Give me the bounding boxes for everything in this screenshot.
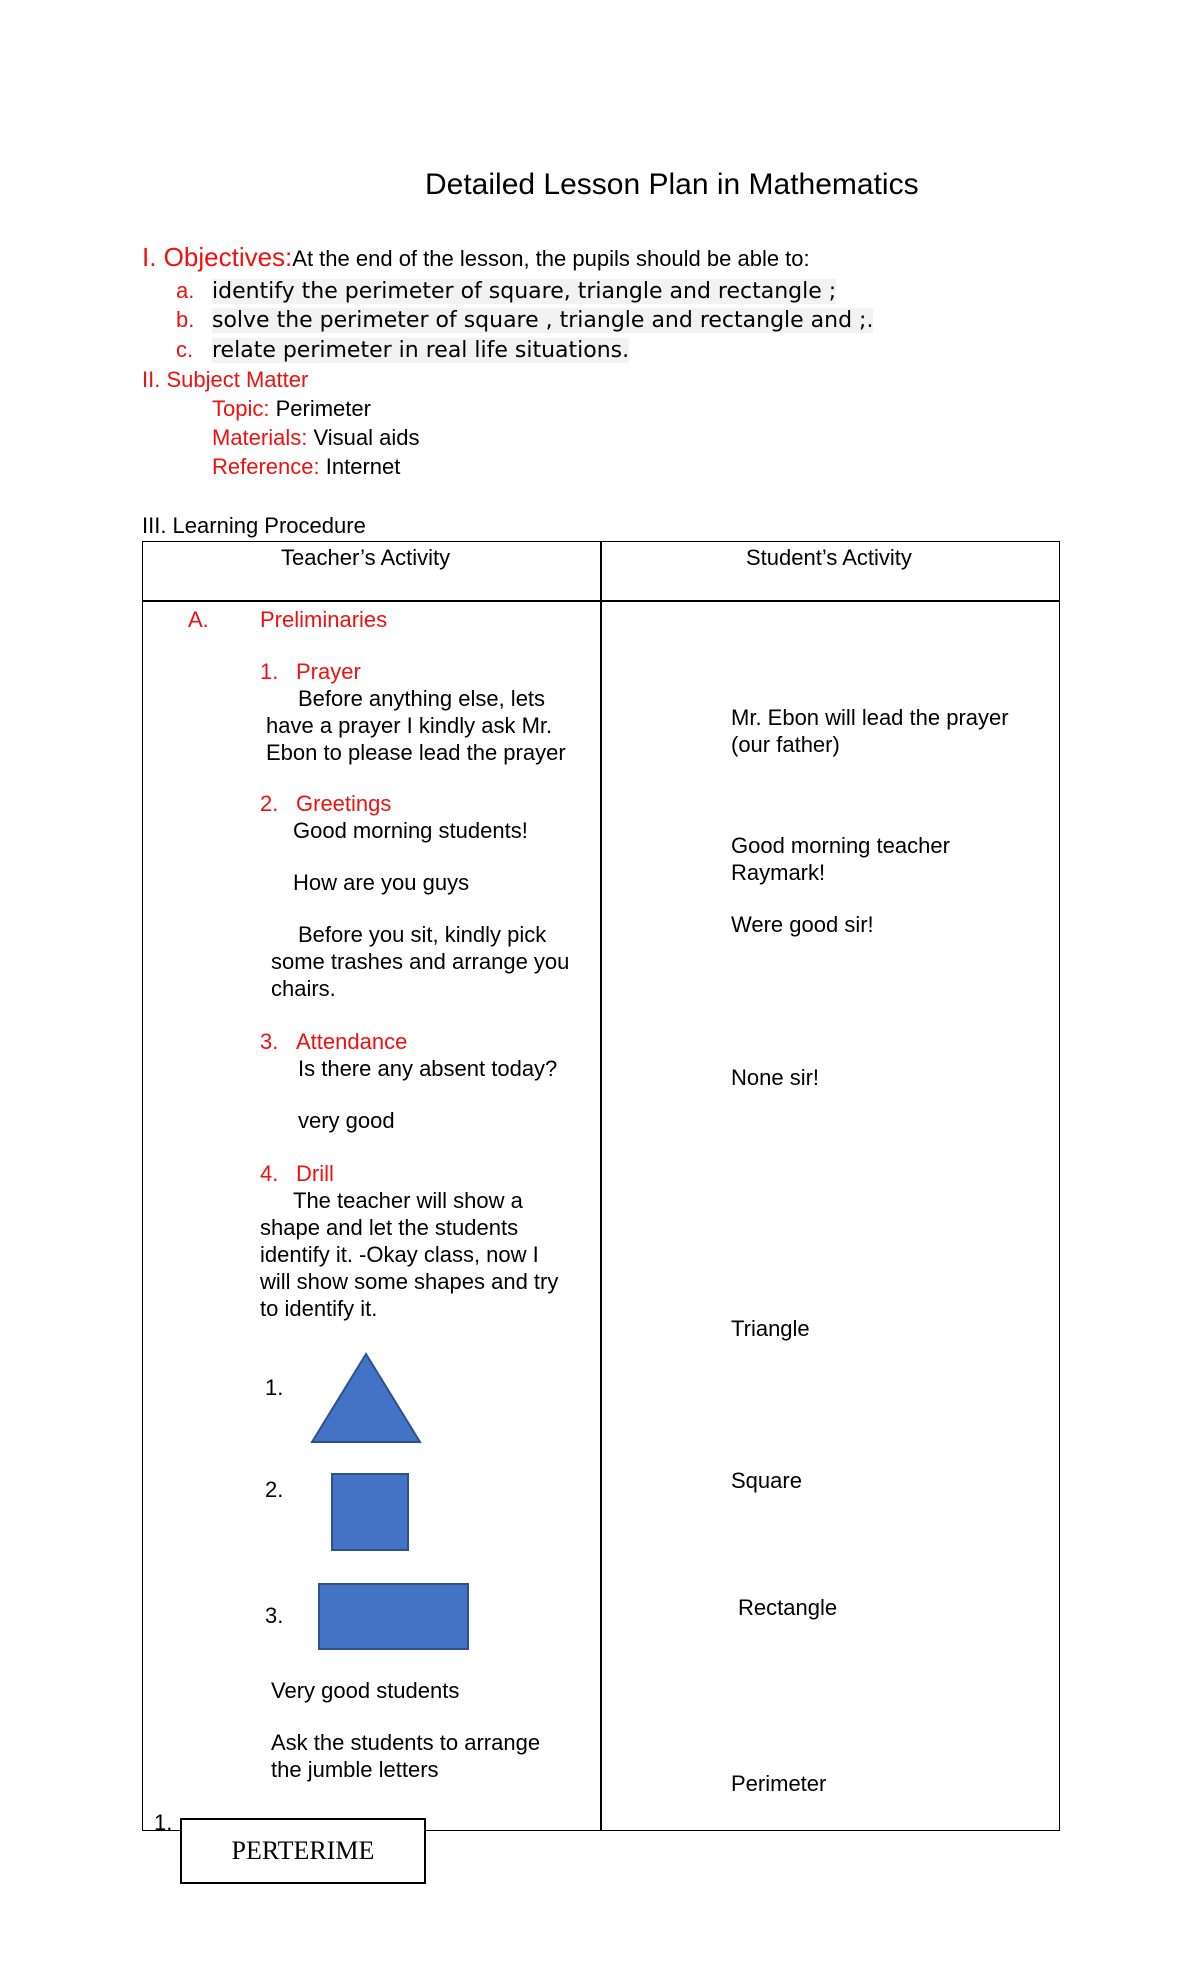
- objective-text: identify the perimeter of square, triangle and rectangle ;: [212, 279, 837, 304]
- drill-text: will show some shapes and try: [260, 1269, 559, 1294]
- objectives-heading: I. Objectives:: [142, 242, 293, 272]
- topic-value: Perimeter: [275, 396, 371, 421]
- section-marker: A.: [188, 607, 209, 632]
- student-response: Square: [731, 1468, 802, 1493]
- student-response: Perimeter: [731, 1771, 827, 1796]
- triangle-shape: [310, 1352, 422, 1444]
- objective-text: relate perimeter in real life situations.: [212, 338, 630, 363]
- objective-item: [176, 336, 629, 363]
- section-title: Preliminaries: [260, 607, 388, 632]
- student-response: None sir!: [731, 1065, 820, 1090]
- greetings-text: Good morning students!: [293, 818, 528, 843]
- objective-marker: b.: [176, 307, 195, 332]
- page-title: Detailed Lesson Plan in Mathematics: [425, 168, 919, 201]
- subject-matter-heading: II. Subject Matter: [142, 367, 309, 392]
- drill-followup: Ask the students to arrange: [271, 1730, 541, 1755]
- prayer-number: 1.: [260, 659, 279, 684]
- jumble-word-box: PERTERIME: [180, 1818, 426, 1884]
- student-response: (our father): [731, 732, 840, 757]
- reference-label: Reference:: [212, 454, 320, 479]
- square-shape: [331, 1473, 409, 1551]
- objective-item: [176, 306, 873, 333]
- objective-marker: a.: [176, 278, 195, 303]
- teacher-column-header: Teacher’s Activity: [281, 545, 451, 570]
- objectives-intro: At the end of the lesson, the pupils should be able to:: [292, 246, 810, 271]
- shape-number: 1.: [265, 1375, 284, 1400]
- prayer-text: Before anything else, lets: [298, 686, 546, 711]
- student-response: Good morning teacher: [731, 833, 950, 858]
- student-response: Rectangle: [738, 1595, 838, 1620]
- table-column-divider: [600, 541, 602, 1831]
- prayer-text: Ebon to please lead the prayer: [266, 740, 566, 765]
- attendance-text: Is there any absent today?: [298, 1056, 558, 1081]
- materials-label: Materials:: [212, 425, 308, 450]
- attendance-text: very good: [298, 1108, 395, 1133]
- student-response: Mr. Ebon will lead the prayer: [731, 705, 1009, 730]
- reference-line: [212, 453, 400, 480]
- drill-followup: the jumble letters: [271, 1757, 439, 1782]
- attendance-number: 3.: [260, 1029, 279, 1054]
- rectangle-shape: [318, 1583, 469, 1650]
- drill-text: The teacher will show a: [293, 1188, 523, 1213]
- greetings-number: 2.: [260, 791, 279, 816]
- drill-text: to identify it.: [260, 1296, 378, 1321]
- drill-text: shape and let the students: [260, 1215, 519, 1240]
- prayer-text: have a prayer I kindly ask Mr.: [266, 713, 553, 738]
- drill-number: 4.: [260, 1161, 279, 1186]
- student-response: Triangle: [731, 1316, 810, 1341]
- drill-text: identify it. -Okay class, now I: [260, 1242, 539, 1267]
- drill-title: Drill: [296, 1161, 334, 1186]
- greetings-text: chairs.: [271, 976, 336, 1001]
- materials-line: [212, 424, 419, 451]
- materials-value: Visual aids: [313, 425, 420, 450]
- objective-text: solve the perimeter of square , triangle and rectangle and ;.: [212, 308, 874, 333]
- student-column-header: Student’s Activity: [746, 545, 912, 570]
- jumble-number: 1.: [154, 1810, 173, 1835]
- student-response: Raymark!: [731, 860, 826, 885]
- greetings-text: Before you sit, kindly pick: [298, 922, 547, 947]
- shape-number: 2.: [265, 1477, 284, 1502]
- table-header-divider: [142, 600, 1060, 602]
- student-response: Were good sir!: [731, 912, 874, 937]
- greetings-text: some trashes and arrange you: [271, 949, 570, 974]
- topic-line: [212, 395, 371, 422]
- prayer-title: Prayer: [296, 659, 361, 684]
- drill-followup: Very good students: [271, 1678, 460, 1703]
- topic-label: Topic:: [212, 396, 270, 421]
- reference-value: Internet: [325, 454, 401, 479]
- greetings-title: Greetings: [296, 791, 392, 816]
- attendance-title: Attendance: [296, 1029, 408, 1054]
- objective-item: [176, 277, 836, 304]
- objectives-line: [142, 242, 810, 273]
- shape-number: 3.: [265, 1603, 284, 1628]
- greetings-text: How are you guys: [293, 870, 470, 895]
- procedure-heading: III. Learning Procedure: [142, 513, 366, 538]
- objective-marker: c.: [176, 337, 194, 362]
